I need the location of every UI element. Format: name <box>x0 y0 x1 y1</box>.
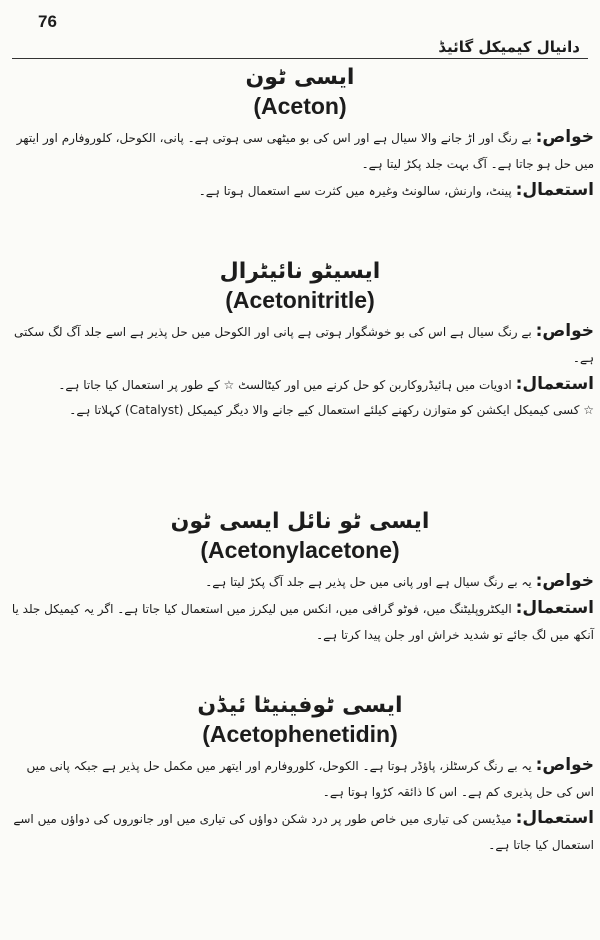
page-number: 76 <box>38 12 57 31</box>
uses-text: ادویات میں ہائیڈروکاربن کو حل کرنے میں اور کیٹالسٹ ☆ کے طور پر استعمال کیا جاتا ہے۔ <box>58 378 512 393</box>
properties-text: بے رنگ اور اڑ جانے والا سیال ہے اور اس کی بو میٹھی سی ہوتی ہے۔ پانی، الکوحل، کلوروفارم اور ایتھر میں حل ہو جاتا ہے۔ آگ بہت جلد پکڑ لیتا ہے۔ <box>16 131 594 172</box>
properties-label: خواص: <box>535 127 594 148</box>
entry-latin-title: (Acetonylacetone) <box>200 536 400 563</box>
running-header-title: دانیال کیمیکل گائیڈ <box>438 38 580 56</box>
properties-paragraph <box>6 318 594 371</box>
properties-text: یہ بے رنگ سیال ہے اور پانی میں حل پذیر ہے جلد آگ پکڑ لیتا ہے۔ <box>205 575 532 590</box>
entry-latin-title: (Aceton) <box>253 92 347 119</box>
entry-urdu-title: ایسیٹو نائیٹرال <box>219 259 381 284</box>
uses-paragraph <box>6 177 594 204</box>
properties-paragraph <box>6 124 594 177</box>
properties-label: خواص: <box>535 571 594 592</box>
uses-text: میڈیسن کی تیاری میں خاص طور پر درد شکن دواؤں کی تیاری میں اور جانوروں کی دواؤں میں اسے استعمال کیا جاتا ہے۔ <box>13 812 594 853</box>
entry-latin-title: (Acetophenetidin) <box>202 720 398 747</box>
entry-aceton <box>6 64 594 204</box>
entry-acetophenetidin <box>6 692 594 858</box>
properties-label: خواص: <box>535 755 594 776</box>
entry-urdu-title: ایسی ٹوفینیٹا ئیڈن <box>197 693 403 718</box>
uses-paragraph <box>6 595 594 648</box>
uses-label: استعمال: <box>515 598 594 619</box>
entry-urdu-title: ایسی ٹو نائل ایسی ٹون <box>170 509 430 534</box>
header-divider <box>12 58 588 59</box>
uses-paragraph <box>6 805 594 858</box>
uses-label: استعمال: <box>515 374 594 395</box>
entry-urdu-title: ایسی ٹون <box>245 65 355 90</box>
entry-acetonylacetone <box>6 508 594 648</box>
properties-paragraph <box>6 752 594 805</box>
uses-text: پینٹ، وارنش، سالونٹ وغیرہ میں کثرت سے استعمال ہوتا ہے۔ <box>198 184 512 199</box>
uses-label: استعمال: <box>515 180 594 201</box>
uses-label: استعمال: <box>515 808 594 829</box>
catalyst-footnote: ☆ کسی کیمیکل ایکشن کو متوازن رکھنے کیلئے استعمال کیے جانے والا دیگر کیمیکل (Catalyst) کہلاتا ہے۔ <box>69 403 594 418</box>
properties-text: بے رنگ سیال ہے اس کی بو خوشگوار ہوتی ہے پانی اور الکوحل میں حل پذیر ہے اسے جلد آگ لگ سکتی ہے۔ <box>13 325 594 366</box>
properties-label: خواص: <box>535 321 594 342</box>
uses-paragraph <box>6 371 594 398</box>
properties-paragraph <box>6 568 594 595</box>
uses-text: الیکٹروپلیٹنگ میں، فوٹو گرافی میں، انکس میں لیکرز میں استعمال کیا جاتا ہے۔ اگر یہ کیمیکل جلد یا آنکھ میں لگ جائے تو شدید خراش اور جلن پیدا کرتا ہے۔ <box>11 602 594 643</box>
entry-acetonitrile <box>6 258 594 422</box>
properties-text: یہ بے رنگ کرسٹلز، پاؤڈر ہوتا ہے۔ الکوحل، کلوروفارم اور ایتھر میں مکمل حل پذیر ہے جبکہ پانی میں اس کی حل پذیری کم ہے۔ اس کا ذائقہ کڑوا ہوتا ہے۔ <box>26 759 594 800</box>
entry-latin-title: (Acetonitritle) <box>225 286 375 313</box>
